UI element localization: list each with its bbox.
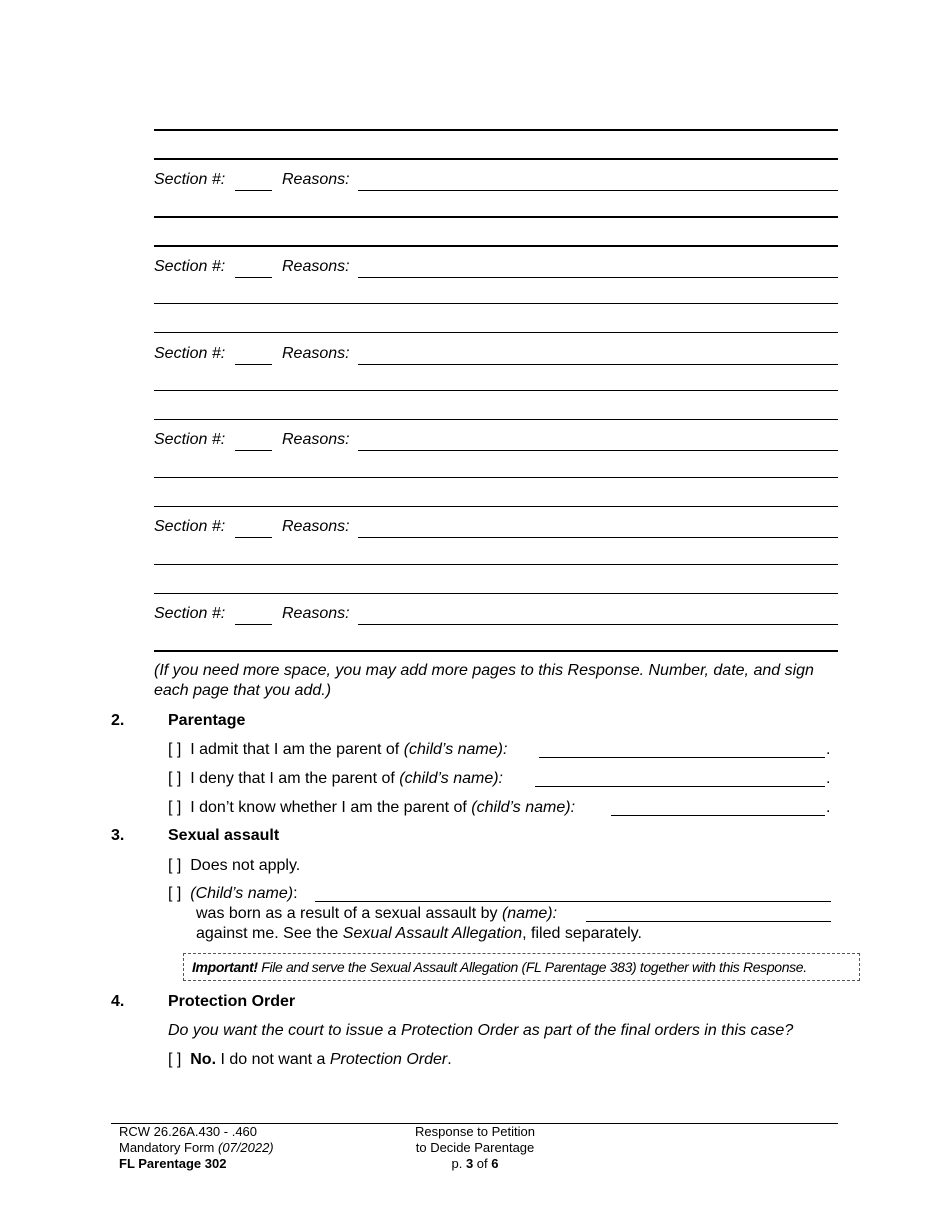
- footer-title-line2: to Decide Parentage: [415, 1140, 535, 1155]
- childs-name-field[interactable]: [535, 771, 825, 787]
- important-text: File and serve the Sexual Assault Allegation (FL Parentage 383) together with this Response.: [257, 959, 807, 975]
- blank-line[interactable]: [154, 419, 838, 420]
- reasons-label: Reasons:: [282, 518, 350, 535]
- blank-line[interactable]: [154, 303, 838, 304]
- assailant-name-field[interactable]: [586, 906, 831, 922]
- reasons-label: Reasons:: [282, 258, 350, 275]
- checkbox[interactable]: [ ]: [168, 885, 182, 902]
- blank-line[interactable]: [154, 332, 838, 333]
- mandatory-form-label: Mandatory Form: [119, 1140, 218, 1155]
- section-number-field[interactable]: [235, 257, 272, 278]
- blank-line[interactable]: [154, 564, 838, 565]
- against-pre: against me. See the: [196, 925, 343, 942]
- protection-order-question: Do you want the court to issue a Protection Order as part of the final orders in this case?: [168, 1022, 794, 1039]
- childs-name-field[interactable]: [539, 742, 825, 758]
- page-of: of: [473, 1156, 492, 1171]
- born-as-result-text: [196, 904, 557, 924]
- childs-name-label: (child’s name):: [471, 799, 576, 816]
- option-text: I deny that I am the parent of: [190, 770, 400, 787]
- blank-line[interactable]: [154, 650, 838, 652]
- reasons-field[interactable]: [358, 190, 838, 191]
- section-number: 4.: [111, 993, 125, 1010]
- section-number-field[interactable]: [235, 344, 272, 365]
- section-label: Section #:: [154, 171, 226, 188]
- important-label: Important!: [192, 959, 258, 975]
- footer-form-id: FL Parentage 302: [119, 1156, 227, 1171]
- section-label: Section #:: [154, 605, 226, 622]
- page-current: 3: [465, 1156, 474, 1171]
- reasons-field[interactable]: [358, 450, 838, 451]
- section-number-field[interactable]: [235, 517, 272, 538]
- section-label: Section #:: [154, 431, 226, 448]
- no-label: No.: [190, 1051, 217, 1068]
- blank-line[interactable]: [154, 506, 838, 507]
- period: .: [826, 770, 831, 787]
- footer-statute: RCW 26.26A.430 - .460: [119, 1124, 258, 1139]
- reasons-label: Reasons:: [282, 171, 350, 188]
- reasons-label: Reasons:: [282, 345, 350, 362]
- period: .: [826, 741, 831, 758]
- section-row: [154, 430, 838, 452]
- allegation-title: Sexual Assault Allegation: [342, 925, 523, 942]
- reasons-label: Reasons:: [282, 605, 350, 622]
- reasons-label: Reasons:: [282, 431, 350, 448]
- checkbox[interactable]: [ ]: [168, 857, 182, 874]
- reasons-field[interactable]: [358, 277, 838, 278]
- parentage-option-deny[interactable]: [168, 769, 503, 789]
- blank-line[interactable]: [154, 129, 838, 131]
- section-label: Section #:: [154, 258, 226, 275]
- blank-line[interactable]: [154, 390, 838, 391]
- name-label: (name):: [501, 905, 558, 922]
- colon: :: [293, 885, 298, 902]
- footer-mandatory-form: [119, 1140, 274, 1156]
- childs-name-field[interactable]: [611, 800, 825, 816]
- section-number: 2.: [111, 712, 125, 729]
- parentage-option-admit[interactable]: [168, 740, 507, 760]
- blank-line[interactable]: [154, 216, 838, 218]
- page-total: 6: [491, 1156, 499, 1171]
- against-me-text: [196, 924, 642, 944]
- section-heading: Sexual assault: [168, 827, 280, 844]
- reasons-field[interactable]: [358, 624, 838, 625]
- reasons-field[interactable]: [358, 537, 838, 538]
- form-date: (07/2022): [217, 1140, 274, 1155]
- born-text: was born as a result of a sexual assault by: [196, 905, 502, 922]
- important-note: [183, 953, 860, 981]
- childs-name-label: (Child’s name): [190, 885, 294, 902]
- reasons-field[interactable]: [358, 364, 838, 365]
- section-number-field[interactable]: [235, 604, 272, 625]
- section-number-field[interactable]: [235, 430, 272, 451]
- childs-name-field[interactable]: [315, 886, 831, 902]
- sexual-assault-option-na[interactable]: [168, 856, 300, 876]
- footer-center: [370, 1124, 580, 1172]
- protection-order-title: Protection Order: [329, 1051, 448, 1068]
- footer-title-line1: Response to Petition: [415, 1124, 535, 1139]
- blank-line[interactable]: [154, 245, 838, 247]
- parentage-option-unknown[interactable]: [168, 798, 575, 818]
- sexual-assault-option-applies[interactable]: [168, 884, 298, 904]
- checkbox[interactable]: [ ]: [168, 1051, 182, 1068]
- childs-name-label: (child’s name):: [399, 770, 503, 787]
- footer-left: [119, 1124, 274, 1172]
- section-number: 3.: [111, 827, 125, 844]
- section-row: [154, 604, 838, 626]
- blank-line[interactable]: [154, 593, 838, 594]
- section-heading: Parentage: [168, 712, 246, 729]
- section-label: Section #:: [154, 345, 226, 362]
- checkbox[interactable]: [ ]: [168, 770, 182, 787]
- checkbox[interactable]: [ ]: [168, 799, 182, 816]
- against-post: , filed separately.: [522, 925, 642, 942]
- section-heading: Protection Order: [168, 993, 296, 1010]
- period: .: [826, 799, 831, 816]
- option-text: I admit that I am the parent of: [190, 741, 404, 758]
- footer-page-number: [370, 1156, 580, 1172]
- protection-order-option-no[interactable]: [168, 1050, 452, 1070]
- period: .: [447, 1051, 452, 1068]
- section-number-field[interactable]: [235, 170, 272, 191]
- page-prefix: p.: [451, 1156, 466, 1171]
- checkbox[interactable]: [ ]: [168, 741, 182, 758]
- childs-name-label: (child’s name):: [403, 741, 508, 758]
- blank-line[interactable]: [154, 477, 838, 478]
- section-row: [154, 170, 838, 192]
- no-text: I do not want a: [216, 1051, 330, 1068]
- section-row: [154, 344, 838, 366]
- section-row: [154, 517, 838, 539]
- section-row: [154, 257, 838, 279]
- section-label: Section #:: [154, 518, 226, 535]
- blank-line[interactable]: [154, 158, 838, 160]
- option-text: Does not apply.: [190, 857, 301, 874]
- more-space-note: (If you need more space, you may add more pages to this Response. Number, date, and sign each page that you add.): [154, 662, 814, 699]
- option-text: I don’t know whether I am the parent of: [190, 799, 472, 816]
